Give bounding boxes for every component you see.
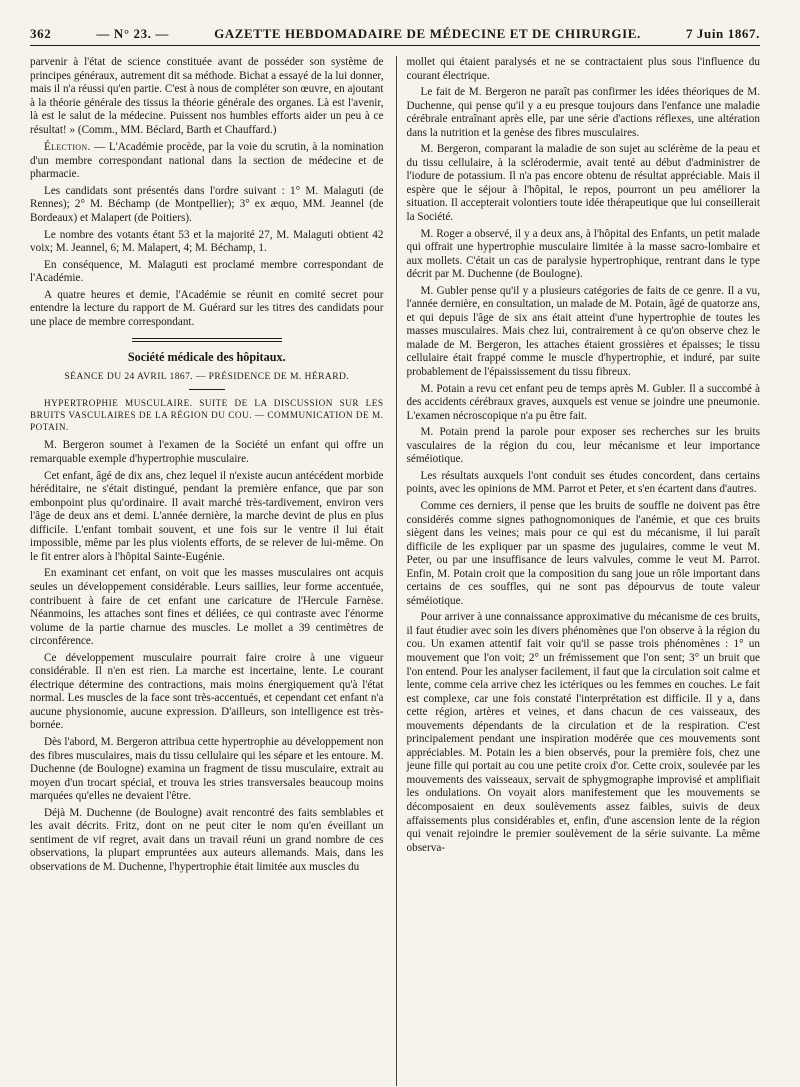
paragraph: Les résultats auxquels l'ont conduit ses études concordent, dans certains points, avec les opinions de MM. Parrot et Peter, et s'en écartent dans d'autres.: [406, 469, 760, 496]
journal-title: GAZETTE HEBDOMADAIRE DE MÉDECINE ET DE CHIRURGIE.: [214, 26, 641, 41]
paragraph: mollet qui étaient paralysés et ne se contractaient plus sous l'influence du courant électrique.: [406, 56, 760, 82]
page-header: [30, 26, 760, 46]
paragraph: M. Potain a revu cet enfant peu de temps après M. Gubler. Il a succombé à des accidents cérébraux graves, auxquels est venue se joindre une pneumonie. L'examen nécroscopique n'a pu être fait.: [406, 382, 760, 422]
paragraph: Pour arriver à une connaissance approximative du mécanisme de ces bruits, il faut étudier avec soin les divers phénomènes que l'on observe à la région du cou. Un examen attentif fait voir qu'il se passe trois phénomènes : 1° un mouvement que l'on voit; 2° un frémissement que l'on sent; 3° un bruit que l'on entend. Pour les analyser facilement, il faut que la circulation soit calme et lente, comme cela arrive chez les ictériques ou les femmes en couches. Le fait est complexe, car une fois constaté l'interprétation est difficile. Il y a, dans cette région, artères et veines, et dans chacun de ces vaisseaux, des mouvements dépendants de la circulation et de la respiration. C'est principalement pendant une inspiration modérée que ces mouvements sont appréciables. M. Potain les a bien observés, pour la première fois, chez une jeune fille qui portait au cou une petite croix d'or. Cette croix, soulevée par les mouvements des vaisseaux, servait de sphygmographe improvisé et amplifiait les ondulations. On voyait alors manifestement que les mouvements se décomposaient en deux soulèvements assez faibles, suivis de deux affaissements plus considérables et, enfin, d'une ascension lente de la région qui venait rejoindre le premier soulèvement de la série suivante. La même observa-: [406, 611, 760, 854]
subject-line: HYPERTROPHIE MUSCULAIRE. SUITE DE LA DISCUSSION SUR LES BRUITS VASCULAIRES DE LA RÉGION DU COU. — COMMUNICATION DE M. POTAIN.: [30, 398, 384, 433]
paragraph: parvenir à l'état de science constituée avant de posséder son système de principes généraux, autrement dit sa méthode. Bichat a essayé de la lui donner, mais il n'a réussi qu'en partie. C'est à nous de compléter son œuvre, en ajoutant à la théorie générale des tissus la théorie générale des organes. Là est l'avenir, là est le salut de la médecine. Puissent nos humbles efforts aider un peu à ce résultat! » (Comm., MM. Béclard, Barth et Chauffard.): [30, 56, 384, 136]
paragraph: Le fait de M. Bergeron ne paraît pas confirmer les idées théoriques de M. Duchenne, qui pense qu'il y a eu presque toujours dans l'enfance une maladie cérébrale entraînant après elle, par une série d'actions réflexes, une altération dans la nutrition et la genèse des fibres musculaires.: [406, 86, 760, 139]
session-line: SÉANCE DU 24 AVRIL 1867. — PRÉSIDENCE DE M. HÉRARD.: [64, 370, 350, 382]
paragraph: Comme ces derniers, il pense que les bruits de souffle ne doivent pas être considérés comme signes pathognomoniques de l'anémie, et que ces bruits siègent dans les veines; mais pour ce qui est du mécanisme, il lui paraît difficile de les expliquer par un spasme des jugulaires, comme le veut M. Peter, ou par une insuffisance de leurs valvules, comme le veut M. Parrot. Enfin, M. Potain croit que la composition du sang joue un rôle important dans certains de ces souffles, qui ne sont pas dépourvus de toute valeur séméiotique.: [406, 499, 760, 607]
paragraph: Les candidats sont présentés dans l'ordre suivant : 1° M. Malaguti (de Rennes); 2° M. Béchamp (de Montpellier); 3° ex æquo, MM. Jeannel (de Bordeaux) et Malapert (de Poitiers).: [30, 184, 384, 225]
paragraph: M. Gubler pense qu'il y a plusieurs catégories de faits de ce genre. Il a vu, l'année dernière, en consultation, un malade de M. Potain, âgé de quatorze ans, et qui depuis l'âge de six ans était atteint d'une hypertrophie de toutes les masses musculaires. Mais chez lui, contrairement à ce qu'on observe chez le malade de M. Bergeron, les attaches étaient grossières et épaisses; le tissu cellulaire était frappé comme le muscle d'hypertrophie, et induré, par suite probablement de l'épaississement du tissu fibreux.: [406, 284, 760, 379]
right-column: [396, 56, 761, 1086]
paragraph: M. Bergeron soumet à l'examen de la Société un enfant qui offre un remarquable exemple d'hypertrophie musculaire.: [30, 439, 384, 466]
issue-number: — N° 23. —: [96, 26, 169, 41]
paragraph: M. Roger a observé, il y a deux ans, à l'hôpital des Enfants, un petit malade qui offrait une hypertrophie musculaire limitée à la masse sacro-lombaire et aux mollets. C'était un cas de paralysie hypertrophique, rentrant dans le type décrit par M. Duchenne (de Boulogne).: [406, 227, 760, 281]
paragraph: Dès l'abord, M. Bergeron attribua cette hypertrophie au développement non des fibres musculaires, mais du tissu cellulaire qui les sépare et les entoure. M. Duchenne (de Boulogne) examina un fragment de tissu musculaire, extrait au moyen d'un trocart spécial, et trouva les stries transversales beaucoup moins marquées qu'elles ne devaient l'être.: [30, 735, 384, 803]
paragraph: Ce développement musculaire pourrait faire croire à une vigueur considérable. Il n'en est rien. La marche est incertaine, lente. Le courant électrique détermine des contractions, mais moins énergiquement qu'à l'état normal. Les muscles de la face sont très-accentués, et cependant cet enfant n'a aucune physionomie, aucune expression. D'ailleurs, son intelligence est très-bornée.: [30, 651, 384, 732]
session-divider: [189, 389, 225, 390]
page-number: 362: [30, 26, 52, 41]
election-paragraph: [30, 141, 384, 182]
election-text: — L'Académie procède, par la voie du scrutin, à la nomination d'un membre correspondant national dans la section de médecine et de pharmacie.: [30, 141, 384, 181]
left-column: [30, 56, 384, 1086]
paragraph: Le nombre des votants étant 53 et la majorité 27, M. Malaguti obtient 42 voix; M. Jeannel, 6; M. Malapert, 4; M. Béchamp, 1.: [30, 228, 384, 255]
election-heading: Élection.: [44, 141, 91, 154]
paragraph: Cet enfant, âgé de dix ans, chez lequel il n'existe aucun antécédent morbide héréditaire, ne s'était distingué, pendant la première enfance, que par son embonpoint plus qu'ordinaire. Il avait marché très-tardivement, environ vers l'âge de deux ans et demi. L'année dernière, la marche devint de plus en plus difficile. L'enfant tombait souvent, et une fois sur le ventre il lui était impossible, même par les plus violents efforts, de se relever de lui-même. On le fit entrer alors à l'hôpital Sainte-Eugénie.: [30, 469, 384, 563]
paragraph: A quatre heures et demie, l'Académie se réunit en comité secret pour entendre la lecture du rapport de M. Guérard sur les titres des candidats pour une place de membre correspondant.: [30, 288, 384, 328]
text-columns: [30, 56, 760, 1086]
issue-date: 7 Juin 1867.: [685, 26, 760, 41]
section-divider: [132, 338, 282, 342]
paragraph: En conséquence, M. Malaguti est proclamé membre correspondant de l'Académie.: [30, 258, 384, 285]
paragraph: M. Potain prend la parole pour exposer ses recherches sur les bruits vasculaires de la région du cou, leur mécanisme et leur importance séméiotique.: [406, 426, 760, 466]
society-title: Société médicale des hôpitaux.: [127, 350, 286, 365]
paragraph: Déjà M. Duchenne (de Boulogne) avait rencontré des faits semblables et les avait décrits. Fritz, dont on ne peut citer le nom qu'en éveillant un sentiment de vif regret, avait dans un travail réuni un grand nombre de ces observations, la plupart empruntées aux auteurs allemands. Mais, dans les observations de M. Duchenne, l'hypertrophie était limitée aux muscles du: [30, 806, 384, 873]
paragraph: En examinant cet enfant, on voit que les masses musculaires ont acquis seules un développement considérable. Leurs saillies, leur forme accentuée, contribuent à faire de cet enfant une caricature de l'Hercule Farnèse. Néanmoins, les attaches sont fines et déliées, ce qui contraste avec l'énorme volume de la partie charnue des muscles. Le mollet a 39 centimètres de circonférence.: [30, 567, 384, 648]
paragraph: M. Bergeron, comparant la maladie de son sujet au sclérème de la peau et du tissu cellulaire, à la sclérodermie, avait tenté au début d'administrer de l'iodure de potassium. Il n'a pas encore obtenu de résultat appréciable. Mais il espère que le séjour à l'hôpital, le repos, pourront un peu améliorer la situation. Il accepterait volontiers toute idée thérapeutique que lui conseillerait la Société.: [406, 143, 760, 224]
